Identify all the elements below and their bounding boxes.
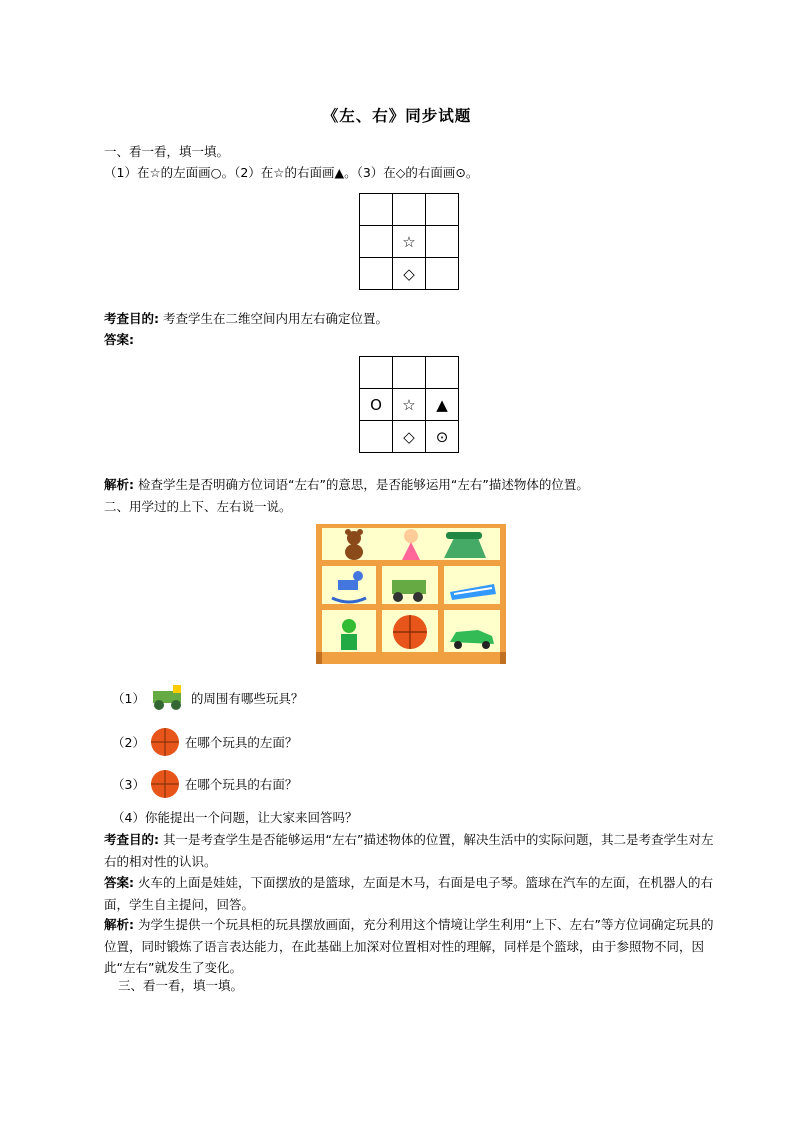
grid-cell: ⊙ xyxy=(426,421,459,453)
q3-number: （3） xyxy=(112,777,145,792)
answer-label: 答案: xyxy=(104,875,134,890)
q3-text: 在哪个玩具的右面？ xyxy=(184,777,298,792)
grid-cell xyxy=(426,226,459,258)
section3-heading: 三、看一看，填一填。 xyxy=(118,978,244,993)
question-4: （4）你能提出一个问题，让大家来回答吗？ xyxy=(112,810,358,825)
robot-icon xyxy=(341,619,357,650)
section1-heading: 一、看一看，填一填。 xyxy=(104,144,230,159)
section1-analysis xyxy=(104,475,589,493)
grid-cell: ☆ xyxy=(393,389,426,421)
grid-cell xyxy=(360,194,393,226)
grid-cell: ◇ xyxy=(393,258,426,290)
q1-text: 的周围有哪些玩具？ xyxy=(190,691,304,706)
q1-number: （1） xyxy=(112,691,145,706)
basketball-icon xyxy=(393,615,427,649)
purpose-text: 考查学生在二维空间内用左右确定位置。 xyxy=(162,311,388,326)
q2-number: （2） xyxy=(112,735,145,750)
grid-cell xyxy=(426,258,459,290)
toy-train-icon xyxy=(149,685,187,711)
section2-heading: 二、用学过的上下、左右说一说。 xyxy=(104,499,292,514)
grid-cell: ▲ xyxy=(426,389,459,421)
grid-cell xyxy=(360,258,393,290)
grid-cell: O xyxy=(360,389,393,421)
analysis-label: 解析: xyxy=(104,477,134,492)
section1-purpose xyxy=(104,309,388,327)
question-1 xyxy=(112,685,303,711)
grid-cell xyxy=(360,226,393,258)
q2-text: 在哪个玩具的左面？ xyxy=(184,735,298,750)
grid-cell xyxy=(426,357,459,389)
answer-grid xyxy=(359,356,459,453)
analysis-text: 检查学生是否明确方位词语“左右”的意思，是否能够运用“左右”描述物体的位置。 xyxy=(137,477,589,492)
grid-cell xyxy=(360,357,393,389)
grid-cell: ◇ xyxy=(393,421,426,453)
basketball-icon xyxy=(149,727,181,757)
analysis-text: 为学生提供一个玩具柜的玩具摆放画面，充分利用这个情境让学生利用“上下、左右”等方位词确定玩具的位置，同时锻炼了语言表达能力，在此基础上加深对位置相对性的理解，同样是个篮球，由于参照物不同，因此“左右”就发生了变化。 xyxy=(104,917,714,975)
section1-instructions: （1）在☆的左面画○。（2）在☆的右面画▲。（3）在◇的右面画⊙。 xyxy=(104,165,479,180)
section2-analysis xyxy=(104,914,718,979)
section2-answer xyxy=(104,872,718,915)
purpose-label: 考查目的: xyxy=(104,832,159,847)
grid-cell xyxy=(426,194,459,226)
section2-purpose xyxy=(104,829,718,872)
question-grid xyxy=(359,193,459,290)
question-3 xyxy=(112,769,297,799)
grid-cell: ☆ xyxy=(393,226,426,258)
basketball-icon xyxy=(149,769,181,799)
answer-text: 火车的上面是娃娃，下面摆放的是篮球，左面是木马，右面是电子琴。篮球在汽车的左面，在机器人的右面，学生自主提问，回答。 xyxy=(104,875,713,912)
grid-cell xyxy=(393,194,426,226)
analysis-label: 解析: xyxy=(104,917,134,932)
answer-label: 答案: xyxy=(104,332,134,347)
purpose-text: 其一是考查学生是否能够运用“左右”描述物体的位置，解决生活中的实际问题，其二是考查学生对左右的相对性的认识。 xyxy=(104,832,714,869)
grid-cell xyxy=(360,421,393,453)
page-title: 《左、右》同步试题 xyxy=(322,107,472,125)
grid-cell xyxy=(393,357,426,389)
question-2 xyxy=(112,727,297,757)
purpose-label: 考查目的: xyxy=(104,311,159,326)
toy-shelf-image xyxy=(316,524,506,664)
